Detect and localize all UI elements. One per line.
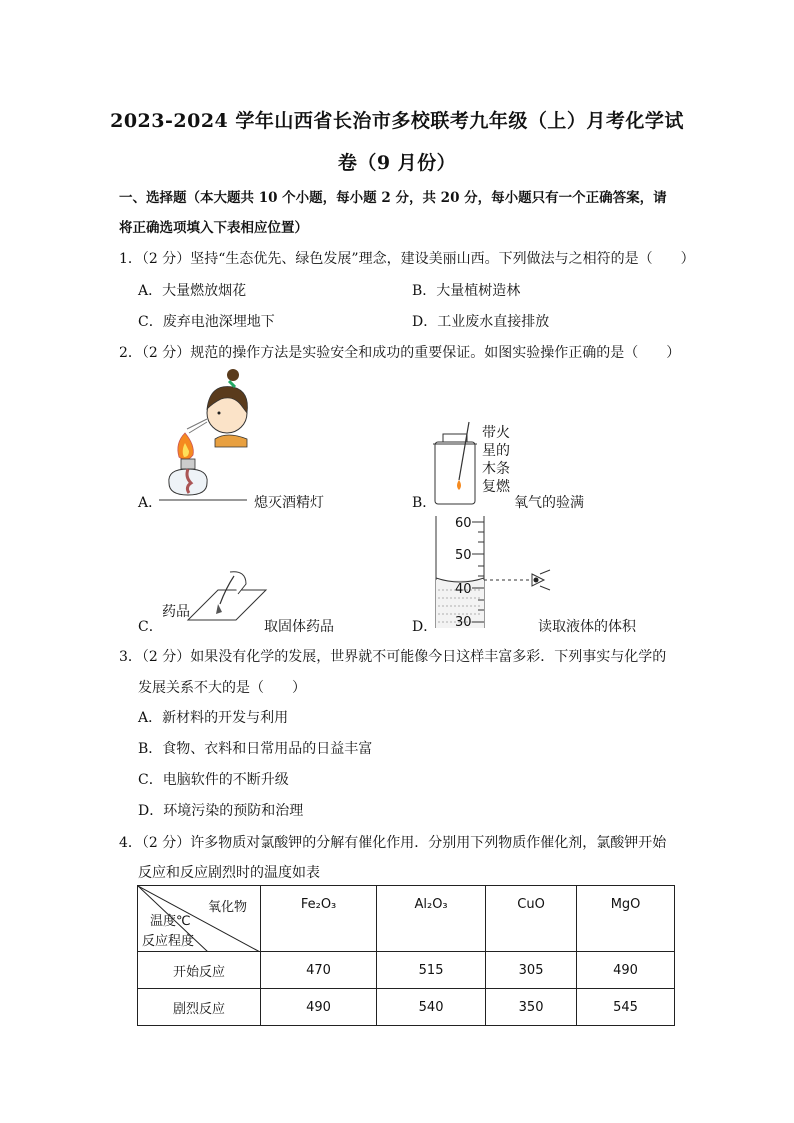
question-2-option-d-caption: 读取液体的体积 — [538, 619, 636, 635]
question-2-option-c-letter[interactable]: C． — [138, 619, 163, 635]
question-3-stem-continued: 发展关系不大的是（ ） — [138, 680, 306, 696]
scale-label-30: 30 — [455, 615, 472, 630]
question-3-option-d[interactable]: D．环境污染的预防和治理 — [138, 803, 304, 819]
table-row-label: 开始反应 — [138, 952, 261, 989]
section-heading-continued: 将正确选项填入下表相应位置） — [119, 220, 308, 236]
table-header-cell: CuO — [486, 886, 577, 952]
question-2-option-b-caption: 氧气的验满 — [514, 495, 584, 511]
figure-graduated-cylinder — [428, 512, 558, 630]
table-cell: 350 — [486, 989, 577, 1026]
question-4-stem: 4．（2 分）许多物质对氯酸钾的分解有催化作用．分别用下列物质作催化剂，氯酸钾开始 — [119, 835, 667, 851]
table-corner-cell — [138, 886, 261, 952]
label-line-1: 带火 — [482, 425, 510, 441]
table-row — [138, 989, 675, 1026]
table-cell: 490 — [261, 989, 377, 1026]
page-title: 2023-2024 学年山西省长治市多校联考九年级（上）月考化学试 — [110, 110, 684, 132]
corner-label-temperature: 温度℃ — [150, 914, 191, 929]
table-cell: 545 — [577, 989, 675, 1026]
question-4-stem-continued: 反应和反应剧烈时的温度如表 — [138, 865, 320, 881]
question-1-stem: 1．（2 分）坚持“生态优先、绿色发展”理念，建设美丽山西。下列做法与之相符的是（ ） — [119, 251, 695, 267]
scale-label-50: 50 — [455, 548, 472, 563]
figure-blowing-out-alcohol-lamp — [155, 365, 255, 505]
question-1-option-c[interactable]: C．废弃电池深埋地下 — [138, 314, 275, 330]
label-line-3: 木条 — [482, 461, 510, 477]
page-title-continued: 卷（9 月份） — [337, 152, 457, 174]
table-header-cell: Al₂O₃ — [377, 886, 486, 952]
question-1-option-d[interactable]: D．工业废水直接排放 — [412, 314, 550, 330]
scale-label-60: 60 — [455, 516, 472, 531]
catalyst-temperature-table — [137, 885, 675, 1026]
table-header-row — [138, 886, 675, 952]
question-3-option-a[interactable]: A．新材料的开发与利用 — [138, 710, 289, 726]
table-cell: 540 — [377, 989, 486, 1026]
question-1-option-b[interactable]: B．大量植树造林 — [412, 283, 521, 299]
question-2-option-c-caption: 取固体药品 — [264, 619, 334, 635]
question-2-option-a-caption: 熄灭酒精灯 — [254, 495, 324, 511]
figure-taking-solid-reagent — [180, 568, 270, 628]
table-header-cell: Fe₂O₃ — [261, 886, 377, 952]
question-2-option-a-letter[interactable]: A． — [138, 495, 163, 511]
table-row-label: 剧烈反应 — [138, 989, 261, 1026]
question-1-option-a[interactable]: A．大量燃放烟花 — [138, 283, 247, 299]
label-line-4: 复燃 — [482, 479, 510, 495]
question-2-option-d-letter[interactable]: D． — [412, 619, 438, 635]
table-row — [138, 952, 675, 989]
table-header-cell: MgO — [577, 886, 675, 952]
table-cell: 515 — [377, 952, 486, 989]
table-cell: 490 — [577, 952, 675, 989]
label-line-2: 星的 — [482, 443, 510, 459]
question-2-c-label: 药品 — [162, 604, 190, 620]
table-cell: 470 — [261, 952, 377, 989]
question-3-option-b[interactable]: B．食物、衣料和日常用品的日益丰富 — [138, 741, 373, 757]
table-cell: 305 — [486, 952, 577, 989]
question-2-option-b-letter[interactable]: B． — [412, 495, 437, 511]
question-3-option-c[interactable]: C．电脑软件的不断升级 — [138, 772, 289, 788]
corner-label-reaction-degree: 反应程度 — [142, 934, 195, 949]
question-2-stem: 2．（2 分）规范的操作方法是实验安全和成功的重要保证。如图实验操作正确的是（ ） — [119, 345, 681, 361]
corner-label-oxide: 氧化物 — [208, 900, 248, 915]
scale-label-40: 40 — [455, 582, 472, 597]
question-3-stem: 3．（2 分）如果没有化学的发展，世界就不可能像今日这样丰富多彩．下列事实与化学的 — [119, 649, 667, 665]
question-2-b-label — [482, 424, 510, 496]
section-heading: 一、选择题（本大题共 10 个小题，每小题 2 分，共 20 分，每小题只有一个正确答案，请 — [119, 190, 667, 206]
